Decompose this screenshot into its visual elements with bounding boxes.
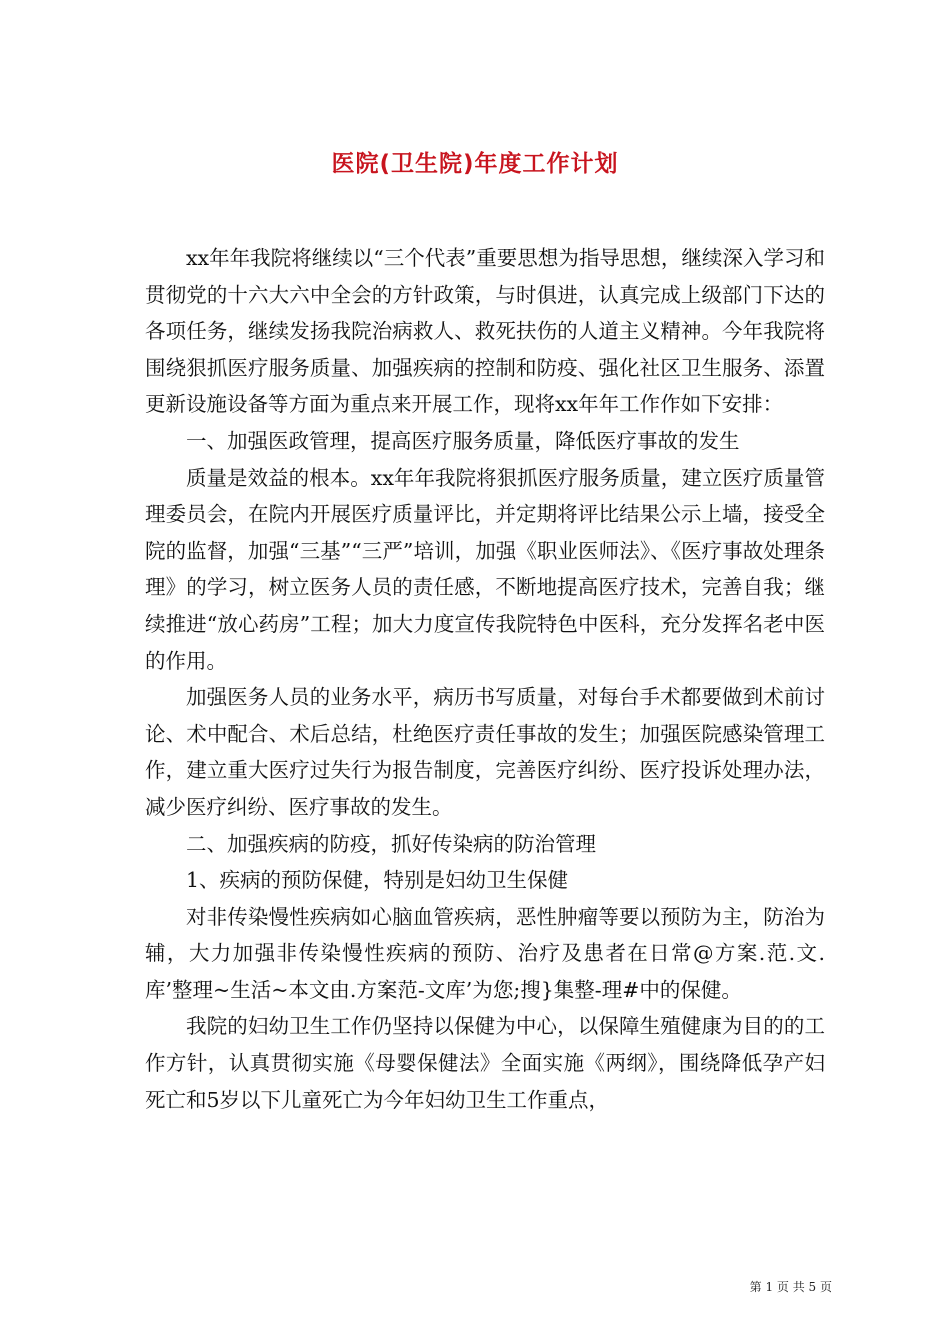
subsection-heading-1: 1、疾病的预防保健，特别是妇幼卫生保健 [186, 868, 569, 893]
document-body [145, 240, 825, 1118]
section-heading-1: 一、加强医政管理，提高医疗服务质量，降低医疗事故的发生 [186, 428, 740, 453]
document-title: 医院(卫生院)年度工作计划 [331, 151, 619, 178]
paragraph-chronic-disease: 对非传染慢性疾病如心脑血管疾病，恶性肿瘤等要以预防为主，防治为辅，大力加强非传染慢性疾病的预防、治疗及患者在日常@方案.范.文.库’整理~生活~本文由.方案范-文库’为您;搜}集整-理#中的保健。 [145, 904, 825, 1002]
page-number: 第 1 页 共 5 页 [749, 1280, 832, 1294]
paragraph-intro: xx年年我院将继续以“三个代表”重要思想为指导思想，继续深入学习和贯彻党的十六大六中全会的方针政策，与时俱进，认真完成上级部门下达的各项任务，继续发扬我院治病救人、救死扶伤的人道主义精神。今年我院将围绕狠抓医疗服务质量、加强疾病的控制和防疫、强化社区卫生服务、添置更新设施设备等方面为重点来开展工作，现将xx年年工作作如下安排： [145, 246, 825, 417]
section-heading-2: 二、加强疾病的防疫，抓好传染病的防治管理 [186, 831, 596, 856]
paragraph-staff: 加强医务人员的业务水平，病历书写质量，对每台手术都要做到术前讨论、术中配合、术后总结，杜绝医疗责任事故的发生；加强医院感染管理工作，建立重大医疗过失行为报告制度，完善医疗纠纷、医疗投诉处理办法，减少医疗纠纷、医疗事故的发生。 [145, 685, 825, 819]
paragraph-maternal-child: 我院的妇幼卫生工作仍坚持以保健为中心，以保障生殖健康为目的的工作方针，认真贯彻实施《母婴保健法》全面实施《两纲》，围绕降低孕产妇死亡和5岁以下儿童死亡为今年妇幼卫生工作重点， [145, 1014, 825, 1112]
paragraph-quality: 质量是效益的根本。xx年年我院将狠抓医疗服务质量，建立医疗质量管理委员会，在院内开展医疗质量评比，并定期将评比结果公示上墙，接受全院的监督，加强“三基”“三严”培训，加强《职业医师法》、《医疗事故处理条理》的学习，树立医务人员的责任感，不断地提高医疗技术，完善自我；继续推进“放心药房”工程；加大力度宣传我院特色中医科，充分发挥名老中医的作用。 [145, 465, 825, 673]
